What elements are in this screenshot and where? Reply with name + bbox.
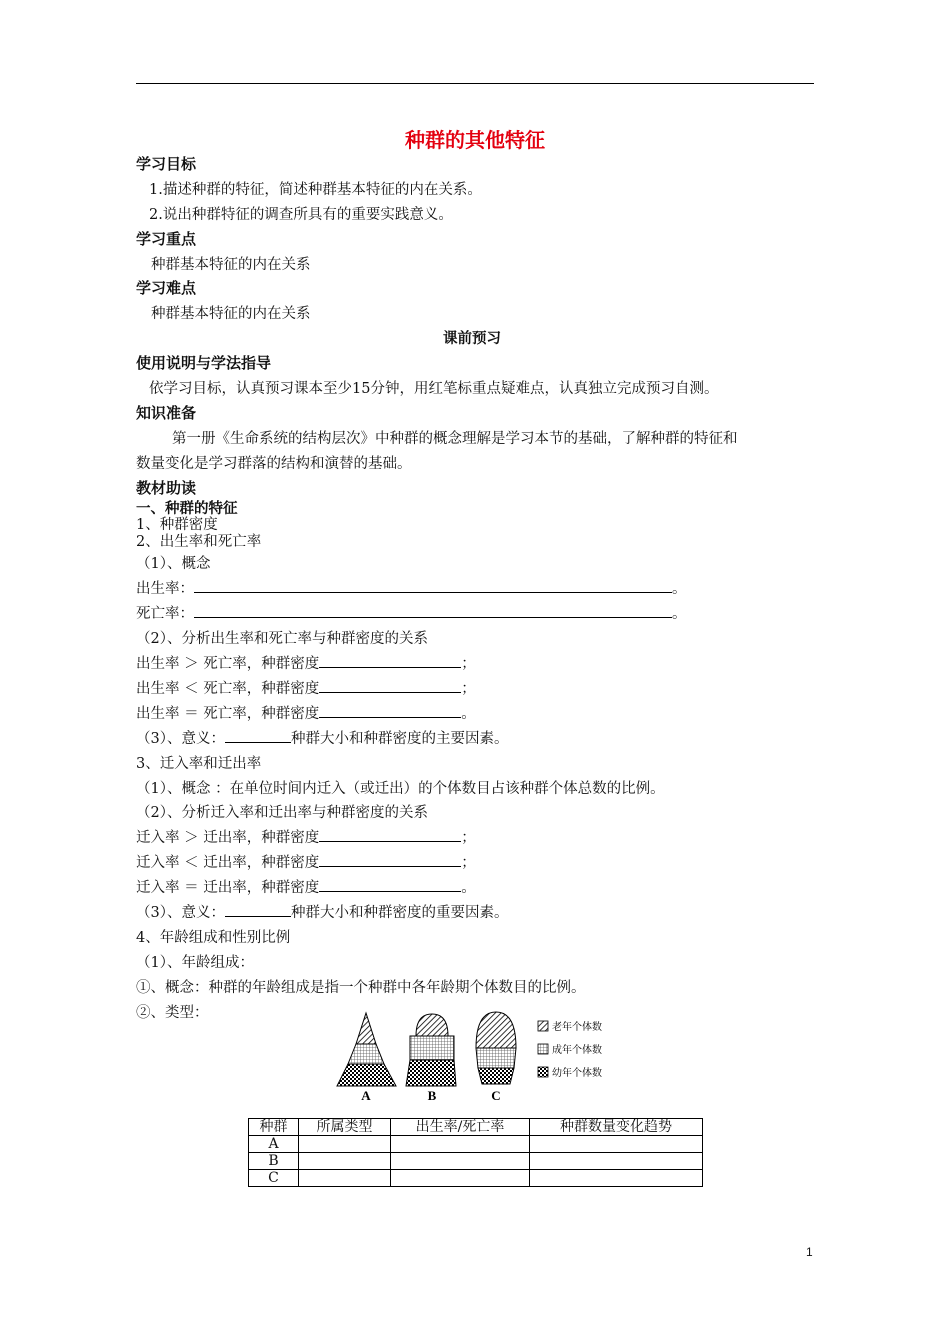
birth-lt-text: 出生率 ＜ 死亡率，种群密度 [136,681,320,697]
meaning-line-2 [136,901,508,922]
knowledge-heading: 知识准备 [136,404,197,422]
table-header-row [249,1119,703,1136]
meaning-text-2: 种群大小和种群密度的重要因素。 [290,905,509,921]
concept-label: （1）、概念 [136,556,211,572]
mig-eq-text: 迁入率 ＝ 迁出率，种群密度 [136,880,320,896]
table-cell-population: B [249,1153,299,1170]
period: 。 [461,880,476,896]
difficulties-heading: 学习难点 [136,279,197,297]
table-cell-blank[interactable] [530,1153,703,1170]
label-c: C [491,1088,501,1103]
table-cell-blank[interactable] [299,1170,391,1187]
analysis-birth-death: （2）、分析出生率和死亡率与种群密度的关系 [136,631,428,647]
birth-rate-line [136,577,687,598]
goal-item-1: 1.描述种群的特征，简述种群基本特征的内在关系。 [149,182,482,198]
item-birth-death: 2、出生率和死亡率 [136,534,262,550]
pyramid-a [337,1013,396,1086]
semicolon: ； [461,656,476,672]
birth-lt-blank[interactable] [319,678,461,693]
birth-rate-label: 出生率： [136,581,194,597]
table-cell-blank[interactable] [530,1136,703,1153]
legend-young: 幼年个体数 [552,1068,602,1079]
label-a: A [361,1088,371,1103]
table-header: 所属类型 [299,1119,391,1136]
table-cell-blank[interactable] [391,1153,530,1170]
migration-concept: （1）、概念 ：在单位时间内迁入（或迁出）的个体数目占该种群个体总数的比例。 [136,781,665,797]
age-pyramid-figure [330,1008,620,1104]
age-type-table [248,1118,703,1187]
page-number: 1 [806,1245,813,1259]
knowledge-line-2: 数量变化是学习群落的结构和演替的基础。 [136,456,412,472]
goal-item-2: 2.说出种群特征的调查所具有的重要实践意义。 [149,207,453,223]
meaning-line-1 [136,727,508,748]
death-rate-blank[interactable] [194,603,672,618]
legend-swatch-adult [538,1044,548,1054]
period: 。 [672,606,687,622]
period: 。 [672,581,687,597]
table-cell-population: A [249,1136,299,1153]
section-population-traits: 一、种群的特征 [136,501,238,517]
mig-eq-blank[interactable] [319,877,461,892]
mig-lt-line [136,851,476,872]
table-row [249,1153,703,1170]
item-density: 1、种群密度 [136,517,218,533]
birth-gt-blank[interactable] [319,653,461,668]
header-rule [136,83,814,84]
birth-eq-blank[interactable] [319,703,461,718]
age-structure-label: （1）、年龄组成： [136,955,254,971]
mig-gt-text: 迁入率 ＞ 迁出率，种群密度 [136,830,320,846]
period: 。 [461,706,476,722]
birth-rate-blank[interactable] [194,578,672,593]
death-rate-line [136,602,687,623]
age-concept: ①、概念：种群的年龄组成是指一个种群中各年龄期个体数目的比例。 [136,980,586,996]
table-cell-blank[interactable] [299,1136,391,1153]
key-points-heading: 学习重点 [136,230,197,248]
birth-gt-line [136,652,476,673]
meaning-label: （3）、意义： [136,905,225,921]
mig-lt-text: 迁入率 ＜ 迁出率，种群密度 [136,855,320,871]
semicolon: ； [461,830,476,846]
difficulties-text: 种群基本特征的内在关系 [151,306,311,322]
semicolon: ； [461,681,476,697]
usage-text: 依学习目标，认真预习课本至少15分钟，用红笔标重点疑难点，认真独立完成预习自测。 [149,381,719,397]
legend-old: 老年个体数 [552,1022,602,1033]
mig-gt-line [136,826,476,847]
analysis-migration: （2）、分析迁入率和迁出率与种群密度的关系 [136,805,428,821]
usage-heading: 使用说明与学法指导 [136,354,272,372]
age-types: ②、类型： [136,1005,209,1021]
meaning-blank-2[interactable] [225,902,291,917]
table-cell-blank[interactable] [391,1170,530,1187]
meaning-text-1: 种群大小和种群密度的主要因素。 [290,731,509,747]
pyramid-c [476,1012,516,1084]
pyramid-b [406,1014,456,1086]
table-cell-blank[interactable] [530,1170,703,1187]
table-row [249,1170,703,1187]
meaning-blank-1[interactable] [225,728,291,743]
legend-adult: 成年个体数 [552,1045,602,1056]
table-cell-blank[interactable] [391,1136,530,1153]
mig-gt-blank[interactable] [319,827,461,842]
semicolon: ； [461,855,476,871]
key-points-text: 种群基本特征的内在关系 [151,257,311,273]
table-header: 出生率/死亡率 [391,1119,530,1136]
goals-heading: 学习目标 [136,155,197,173]
table-header: 种群 [249,1119,299,1136]
legend-swatch-young [538,1067,548,1077]
meaning-label: （3）、意义： [136,731,225,747]
reading-heading: 教材助读 [136,479,197,497]
mig-eq-line [136,876,476,897]
birth-eq-text: 出生率 ＝ 死亡率，种群密度 [136,706,320,722]
page-title: 种群的其他特征 [405,128,545,152]
legend-swatch-old [538,1021,548,1031]
birth-lt-line [136,677,476,698]
table-cell-blank[interactable] [299,1153,391,1170]
table-row [249,1136,703,1153]
death-rate-label: 死亡率： [136,606,194,622]
table-cell-population: C [249,1170,299,1187]
birth-gt-text: 出生率 ＞ 死亡率，种群密度 [136,656,320,672]
knowledge-line-1: 第一册《生命系统的结构层次》中种群的概念理解是学习本节的基础，了解种群的特征和 [172,431,738,447]
table-header: 种群数量变化趋势 [530,1119,703,1136]
mig-lt-blank[interactable] [319,852,461,867]
item-migration: 3、迁入率和迁出率 [136,756,262,772]
preview-heading: 课前预习 [443,331,501,347]
item-age-sex: 4、年龄组成和性别比例 [136,930,291,946]
birth-eq-line [136,702,476,723]
label-b: B [427,1088,437,1103]
